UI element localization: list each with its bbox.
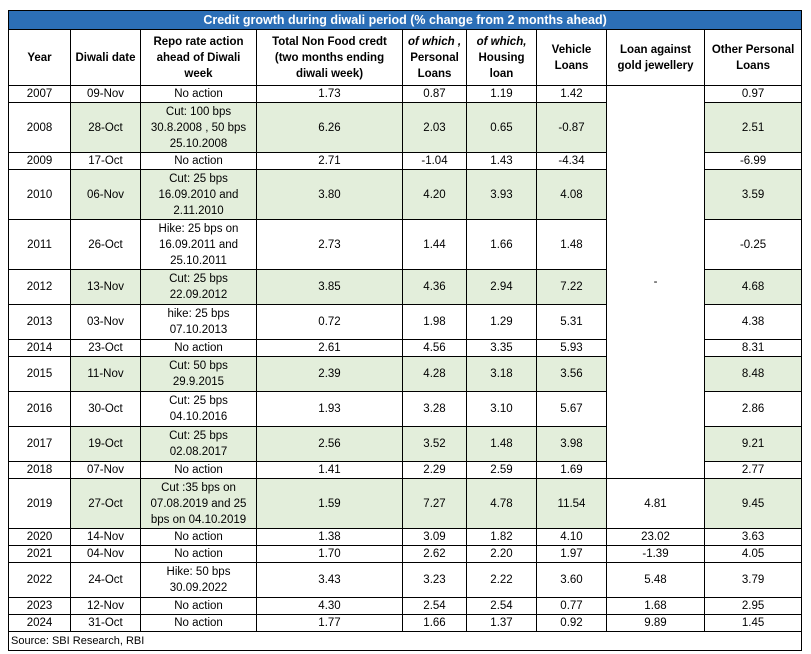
cell-vehicle-loans: -0.87 xyxy=(537,103,607,153)
cell-year: 2010 xyxy=(9,170,71,220)
cell-housing-loan: 3.35 xyxy=(467,340,537,357)
cell-personal-loans: 4.36 xyxy=(403,270,467,305)
header-gold-loans: Loan against gold jewellery xyxy=(607,30,705,86)
header-total-non-food: Total Non Food credt (two months ending diwali week) xyxy=(257,30,403,86)
cell-personal-loans: 4.56 xyxy=(403,340,467,357)
cell-personal-loans: 2.29 xyxy=(403,462,467,479)
cell-total-credit: 1.41 xyxy=(257,462,403,479)
cell-personal-loans: 3.09 xyxy=(403,529,467,546)
cell-personal-loans: 1.44 xyxy=(403,220,467,270)
cell-repo-action: hike: 25 bps 07.10.2013 xyxy=(141,305,257,340)
cell-repo-action: Cut: 25 bps 04.10.2016 xyxy=(141,392,257,427)
cell-total-credit: 3.43 xyxy=(257,563,403,598)
cell-diwali-date: 27-Oct xyxy=(71,479,141,529)
cell-other-personal: 3.63 xyxy=(705,529,802,546)
cell-other-personal: 4.68 xyxy=(705,270,802,305)
cell-diwali-date: 11-Nov xyxy=(71,357,141,392)
header-housing-loan xyxy=(467,30,537,86)
cell-diwali-date: 07-Nov xyxy=(71,462,141,479)
cell-diwali-date: 26-Oct xyxy=(71,220,141,270)
cell-repo-action: No action xyxy=(141,546,257,563)
cell-personal-loans: 2.62 xyxy=(403,546,467,563)
table-body xyxy=(9,86,802,632)
header-repo-rate: Repo rate action ahead of Diwali week xyxy=(141,30,257,86)
cell-vehicle-loans: 1.69 xyxy=(537,462,607,479)
cell-repo-action: No action xyxy=(141,462,257,479)
cell-diwali-date: 14-Nov xyxy=(71,529,141,546)
cell-diwali-date: 24-Oct xyxy=(71,563,141,598)
cell-personal-loans: 4.20 xyxy=(403,170,467,220)
cell-other-personal: 2.77 xyxy=(705,462,802,479)
cell-gold-loans: 1.68 xyxy=(607,598,705,615)
cell-repo-action: Cut: 25 bps 16.09.2010 and 2.11.2010 xyxy=(141,170,257,220)
cell-housing-loan: 1.48 xyxy=(467,427,537,462)
cell-repo-action: Cut :35 bps on 07.08.2019 and 25 bps on 04.10.2019 xyxy=(141,479,257,529)
cell-total-credit: 2.71 xyxy=(257,153,403,170)
cell-gold-loans: 4.81 xyxy=(607,479,705,529)
cell-total-credit: 3.80 xyxy=(257,170,403,220)
cell-housing-loan: 1.66 xyxy=(467,220,537,270)
cell-vehicle-loans: 1.42 xyxy=(537,86,607,103)
cell-housing-loan: 0.65 xyxy=(467,103,537,153)
header-vehicle-loans: Vehicle Loans xyxy=(537,30,607,86)
cell-year: 2017 xyxy=(9,427,71,462)
cell-repo-action: No action xyxy=(141,615,257,632)
cell-repo-action: Cut: 100 bps 30.8.2008 , 50 bps 25.10.2008 xyxy=(141,103,257,153)
cell-vehicle-loans: -4.34 xyxy=(537,153,607,170)
cell-personal-loans: 3.23 xyxy=(403,563,467,598)
cell-vehicle-loans: 5.67 xyxy=(537,392,607,427)
cell-personal-loans: 2.03 xyxy=(403,103,467,153)
cell-other-personal: 2.86 xyxy=(705,392,802,427)
cell-year: 2008 xyxy=(9,103,71,153)
cell-diwali-date: 12-Nov xyxy=(71,598,141,615)
cell-other-personal: 1.45 xyxy=(705,615,802,632)
table-row xyxy=(9,598,802,615)
cell-total-credit: 1.59 xyxy=(257,479,403,529)
cell-total-credit: 4.30 xyxy=(257,598,403,615)
cell-total-credit: 1.73 xyxy=(257,86,403,103)
cell-diwali-date: 31-Oct xyxy=(71,615,141,632)
header-housing-label: Housing loan xyxy=(478,51,525,80)
cell-housing-loan: 1.19 xyxy=(467,86,537,103)
cell-housing-loan: 3.10 xyxy=(467,392,537,427)
header-housing-which: of which, xyxy=(476,35,527,48)
cell-housing-loan: 2.22 xyxy=(467,563,537,598)
cell-total-credit: 2.73 xyxy=(257,220,403,270)
cell-diwali-date: 30-Oct xyxy=(71,392,141,427)
cell-vehicle-loans: 11.54 xyxy=(537,479,607,529)
cell-vehicle-loans: 1.48 xyxy=(537,220,607,270)
cell-year: 2020 xyxy=(9,529,71,546)
cell-other-personal: 8.48 xyxy=(705,357,802,392)
cell-repo-action: No action xyxy=(141,340,257,357)
header-other-personal: Other Personal Loans xyxy=(705,30,802,86)
cell-personal-loans: 3.28 xyxy=(403,392,467,427)
cell-repo-action: No action xyxy=(141,529,257,546)
cell-repo-action: No action xyxy=(141,86,257,103)
cell-total-credit: 2.56 xyxy=(257,427,403,462)
cell-housing-loan: 2.94 xyxy=(467,270,537,305)
cell-vehicle-loans: 3.56 xyxy=(537,357,607,392)
table-row xyxy=(9,86,802,103)
header-personal-label: Personal Loans xyxy=(410,51,459,80)
cell-diwali-date: 28-Oct xyxy=(71,103,141,153)
cell-vehicle-loans: 7.22 xyxy=(537,270,607,305)
cell-vehicle-loans: 4.08 xyxy=(537,170,607,220)
cell-personal-loans: -1.04 xyxy=(403,153,467,170)
cell-repo-action: Cut: 25 bps 22.09.2012 xyxy=(141,270,257,305)
cell-total-credit: 1.70 xyxy=(257,546,403,563)
table-row xyxy=(9,529,802,546)
table-title: Credit growth during diwali period (% change from 2 months ahead) xyxy=(9,11,802,30)
cell-year: 2022 xyxy=(9,563,71,598)
cell-housing-loan: 1.29 xyxy=(467,305,537,340)
cell-other-personal: 9.45 xyxy=(705,479,802,529)
cell-total-credit: 6.26 xyxy=(257,103,403,153)
cell-other-personal: 2.51 xyxy=(705,103,802,153)
cell-other-personal: 0.97 xyxy=(705,86,802,103)
cell-year: 2023 xyxy=(9,598,71,615)
credit-growth-table-container xyxy=(8,10,801,651)
cell-vehicle-loans: 3.98 xyxy=(537,427,607,462)
cell-other-personal: 4.38 xyxy=(705,305,802,340)
cell-repo-action: No action xyxy=(141,153,257,170)
cell-total-credit: 3.85 xyxy=(257,270,403,305)
cell-housing-loan: 3.93 xyxy=(467,170,537,220)
cell-diwali-date: 04-Nov xyxy=(71,546,141,563)
cell-vehicle-loans: 0.92 xyxy=(537,615,607,632)
cell-total-credit: 0.72 xyxy=(257,305,403,340)
cell-year: 2012 xyxy=(9,270,71,305)
cell-repo-action: Cut: 25 bps 02.08.2017 xyxy=(141,427,257,462)
cell-vehicle-loans: 0.77 xyxy=(537,598,607,615)
cell-diwali-date: 03-Nov xyxy=(71,305,141,340)
cell-year: 2014 xyxy=(9,340,71,357)
cell-repo-action: Hike: 50 bps 30.09.2022 xyxy=(141,563,257,598)
header-personal-which: of which , xyxy=(407,35,462,48)
cell-housing-loan: 2.54 xyxy=(467,598,537,615)
cell-housing-loan: 1.43 xyxy=(467,153,537,170)
cell-housing-loan: 4.78 xyxy=(467,479,537,529)
cell-other-personal: -6.99 xyxy=(705,153,802,170)
cell-diwali-date: 17-Oct xyxy=(71,153,141,170)
cell-personal-loans: 7.27 xyxy=(403,479,467,529)
cell-year: 2015 xyxy=(9,357,71,392)
table-row xyxy=(9,563,802,598)
cell-diwali-date: 23-Oct xyxy=(71,340,141,357)
cell-year: 2018 xyxy=(9,462,71,479)
cell-repo-action: No action xyxy=(141,598,257,615)
cell-other-personal: -0.25 xyxy=(705,220,802,270)
cell-total-credit: 2.61 xyxy=(257,340,403,357)
cell-year: 2021 xyxy=(9,546,71,563)
cell-year: 2011 xyxy=(9,220,71,270)
cell-personal-loans: 0.87 xyxy=(403,86,467,103)
cell-total-credit: 1.77 xyxy=(257,615,403,632)
cell-vehicle-loans: 4.10 xyxy=(537,529,607,546)
cell-repo-action: Hike: 25 bps on 16.09.2011 and 25.10.2011 xyxy=(141,220,257,270)
cell-diwali-date: 06-Nov xyxy=(71,170,141,220)
header-personal-loans xyxy=(403,30,467,86)
cell-vehicle-loans: 5.31 xyxy=(537,305,607,340)
cell-housing-loan: 3.18 xyxy=(467,357,537,392)
cell-housing-loan: 2.59 xyxy=(467,462,537,479)
cell-year: 2009 xyxy=(9,153,71,170)
cell-other-personal: 8.31 xyxy=(705,340,802,357)
cell-vehicle-loans: 1.97 xyxy=(537,546,607,563)
cell-total-credit: 1.93 xyxy=(257,392,403,427)
cell-personal-loans: 1.66 xyxy=(403,615,467,632)
header-year: Year xyxy=(9,30,71,86)
cell-year: 2007 xyxy=(9,86,71,103)
credit-growth-table xyxy=(8,10,802,651)
cell-housing-loan: 2.20 xyxy=(467,546,537,563)
cell-gold-loans: 9.89 xyxy=(607,615,705,632)
cell-gold-loans: -1.39 xyxy=(607,546,705,563)
cell-gold-loans: 23.02 xyxy=(607,529,705,546)
cell-gold-loans: 5.48 xyxy=(607,563,705,598)
header-diwali-date: Diwali date xyxy=(71,30,141,86)
table-row xyxy=(9,546,802,563)
cell-year: 2013 xyxy=(9,305,71,340)
source-note: Source: SBI Research, RBI xyxy=(9,632,802,651)
table-row xyxy=(9,479,802,529)
cell-personal-loans: 3.52 xyxy=(403,427,467,462)
cell-total-credit: 1.38 xyxy=(257,529,403,546)
cell-personal-loans: 2.54 xyxy=(403,598,467,615)
cell-other-personal: 3.59 xyxy=(705,170,802,220)
cell-gold-merged: - xyxy=(607,86,705,479)
cell-year: 2024 xyxy=(9,615,71,632)
cell-vehicle-loans: 3.60 xyxy=(537,563,607,598)
cell-total-credit: 2.39 xyxy=(257,357,403,392)
cell-year: 2019 xyxy=(9,479,71,529)
cell-housing-loan: 1.82 xyxy=(467,529,537,546)
table-row xyxy=(9,615,802,632)
cell-personal-loans: 1.98 xyxy=(403,305,467,340)
cell-other-personal: 9.21 xyxy=(705,427,802,462)
cell-repo-action: Cut: 50 bps 29.9.2015 xyxy=(141,357,257,392)
cell-diwali-date: 09-Nov xyxy=(71,86,141,103)
cell-year: 2016 xyxy=(9,392,71,427)
cell-diwali-date: 19-Oct xyxy=(71,427,141,462)
cell-personal-loans: 4.28 xyxy=(403,357,467,392)
cell-diwali-date: 13-Nov xyxy=(71,270,141,305)
cell-other-personal: 4.05 xyxy=(705,546,802,563)
cell-other-personal: 2.95 xyxy=(705,598,802,615)
cell-housing-loan: 1.37 xyxy=(467,615,537,632)
cell-vehicle-loans: 5.93 xyxy=(537,340,607,357)
cell-other-personal: 3.79 xyxy=(705,563,802,598)
